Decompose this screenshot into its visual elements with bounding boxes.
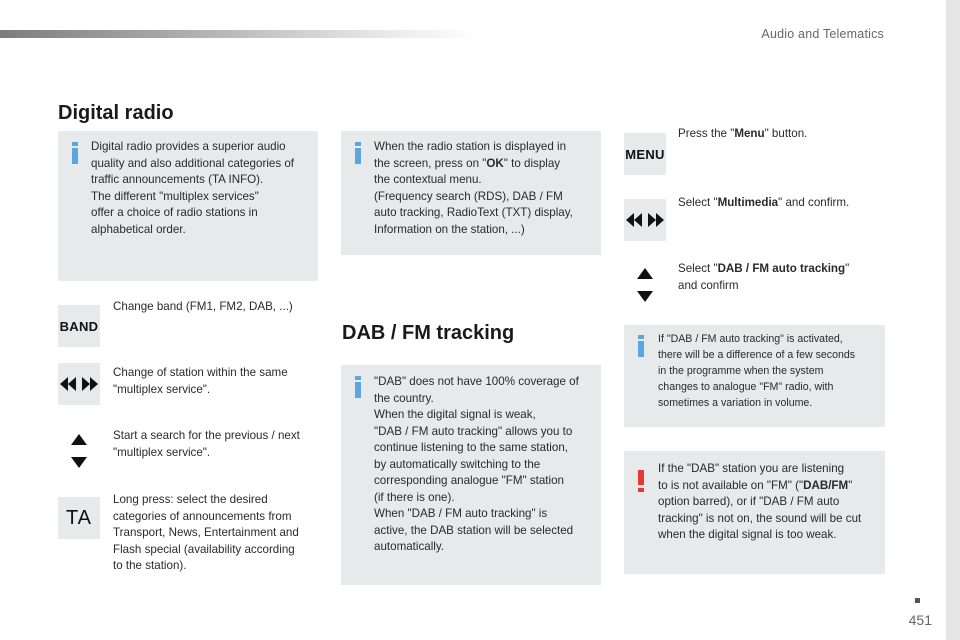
seek-description: Change of station within the same "multiplex service". [113, 366, 288, 396]
info-box-digital-radio [58, 131, 318, 281]
band-button-label: BAND [59, 318, 99, 334]
seek-prev-next-icon [625, 212, 665, 228]
info-text: Digital radio provides a superior audio quality and also additional categories of traffic announcements (TA INFO). The different "multiplex services" offer a choice of radio stations in alphabetical order. [91, 140, 295, 236]
warning-text: If the "DAB" station you are listening to is not available on "FM" ("DAB/FM" option barred), or if "DAB / FM auto tracking" is not on, the sound will be cut when the digital signal is too weak. [658, 462, 862, 541]
info-text: If "DAB / FM auto tracking" is activated, there will be a difference of a few seconds in the programme when the system changes to analogue "FM" radio, with sometimes a variation in volume. [658, 333, 856, 409]
info-text: "DAB" does not have 100% coverage of the country. When the digital signal is weak, "DAB / FM auto tracking" allows you to continue listening to the same station, by automatically switching to the corresponding analogue "FM" station (if there is one). When "DAB / FM auto tracking" is active, the DAB station will be selected automatically. [374, 375, 579, 553]
step-multimedia-text: Select "Multimedia" and confirm. [678, 196, 850, 209]
section-subtitle: DAB / FM tracking [342, 322, 515, 344]
seek-button[interactable] [58, 363, 100, 405]
info-box-contextual-menu [341, 131, 601, 255]
page-title: Digital radio [58, 102, 174, 124]
step-menu-text: Press the "Menu" button. [678, 127, 808, 140]
info-text: When the radio station is displayed in the screen, press on "OK" to display the contextual menu. (Frequency search (RDS), DAB / FM auto tracking, RadioText (TXT) display, Information on the station, ...) [374, 140, 573, 236]
step-dab-fm-text: Select "DAB / FM auto tracking" and confirm [678, 262, 850, 292]
page-edge-strip [946, 0, 960, 640]
up-down-arrows-icon [69, 431, 89, 471]
seek-prev-next-icon [59, 376, 99, 392]
info-icon [636, 335, 646, 357]
search-description: Start a search for the previous / next "multiplex service". [113, 429, 300, 459]
band-description: Change band (FM1, FM2, DAB, ...) [113, 300, 293, 313]
up-down-button[interactable] [624, 264, 666, 306]
up-down-button[interactable] [58, 430, 100, 472]
header-gradient-bar [0, 30, 480, 38]
info-icon [353, 376, 363, 398]
page-marker [915, 598, 920, 603]
info-icon [70, 142, 80, 164]
section-title: Audio and Telematics [761, 27, 884, 41]
ta-button[interactable] [58, 497, 100, 539]
page-number: 451 [908, 612, 932, 628]
ta-button-label: TA [65, 506, 93, 529]
warning-box [624, 451, 885, 574]
ta-description: Long press: select the desired categories of announcements from Transport, News, Entertainment and Flash special (availability according to the station). [113, 493, 299, 572]
info-box-auto-tracking [624, 325, 885, 427]
band-button[interactable] [58, 305, 100, 347]
info-box-dab-coverage [341, 365, 601, 585]
info-icon [353, 142, 363, 164]
seek-button[interactable] [624, 199, 666, 241]
warning-icon [636, 470, 646, 492]
up-down-arrows-icon [635, 265, 655, 305]
menu-button[interactable] [624, 133, 666, 175]
menu-button-label: MENU [625, 146, 665, 162]
